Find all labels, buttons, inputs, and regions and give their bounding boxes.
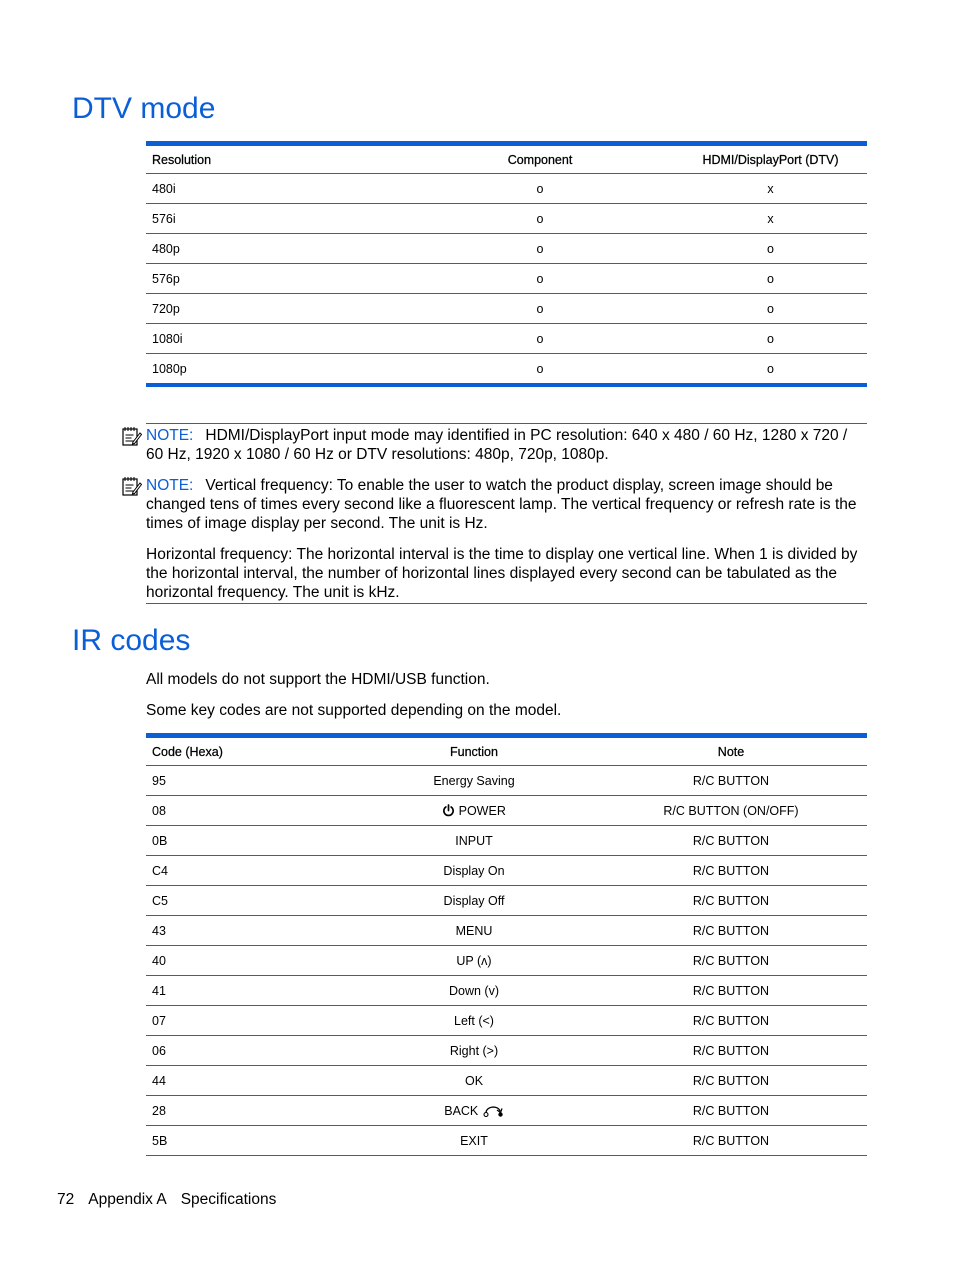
function-cell: Display Off	[353, 886, 595, 916]
column-header-hdmi-displayport: HDMI/DisplayPort (DTV)	[674, 144, 867, 174]
column-header-function: Function	[353, 736, 595, 766]
function-cell	[353, 1096, 595, 1126]
hdmi-cell: x	[674, 204, 867, 234]
function-cell: INPUT	[353, 826, 595, 856]
code-cell: 07	[146, 1006, 353, 1036]
table-row	[146, 324, 867, 354]
table-row	[146, 766, 867, 796]
table-row	[146, 796, 867, 826]
page-footer	[57, 1191, 290, 1209]
table-row	[146, 916, 867, 946]
note-cell: R/C BUTTON	[595, 1126, 867, 1156]
table-row	[146, 976, 867, 1006]
dtv-mode-table	[146, 141, 867, 387]
column-header-resolution: Resolution	[146, 144, 406, 174]
code-cell: 40	[146, 946, 353, 976]
function-cell: EXIT	[353, 1126, 595, 1156]
component-cell: o	[406, 354, 674, 386]
function-cell	[353, 796, 595, 826]
ir-codes-heading: IR codes	[72, 624, 191, 657]
table-row	[146, 264, 867, 294]
code-cell: 41	[146, 976, 353, 1006]
note-label: NOTE:	[146, 477, 194, 494]
note-cell: R/C BUTTON	[595, 1066, 867, 1096]
hdmi-cell: o	[674, 354, 867, 386]
hdmi-cell: o	[674, 264, 867, 294]
note-cell: R/C BUTTON	[595, 946, 867, 976]
table-row	[146, 354, 867, 386]
note-pc-resolution	[146, 426, 867, 464]
function-label: POWER	[458, 803, 506, 818]
note-text: HDMI/DisplayPort input mode may identified in PC resolution: 640 x 480 / 60 Hz, 1280 x 720 / 60 Hz, 1920 x 1080 / 60 Hz or DTV resolutions: 480p, 720p, 1080p.	[146, 427, 848, 463]
code-cell: 43	[146, 916, 353, 946]
table-row	[146, 204, 867, 234]
table-row	[146, 826, 867, 856]
function-cell: OK	[353, 1066, 595, 1096]
table-row	[146, 174, 867, 204]
table-row	[146, 1006, 867, 1036]
code-cell: 28	[146, 1096, 353, 1126]
note-cell: R/C BUTTON	[595, 916, 867, 946]
ir-codes-table	[146, 733, 867, 1156]
table-row	[146, 1066, 867, 1096]
note-cell: R/C BUTTON	[595, 976, 867, 1006]
note-horizontal-frequency: Horizontal frequency: The horizontal interval is the time to display one vertical line. When 1 is divided by the horizontal interval, the number of horizontal lines displayed every second can be tabulated as the horizontal frequency. The unit is kHz.	[146, 546, 858, 601]
code-cell: C5	[146, 886, 353, 916]
code-cell: 0B	[146, 826, 353, 856]
function-cell: Down (v)	[353, 976, 595, 1006]
component-cell: o	[406, 264, 674, 294]
column-header-component: Component	[406, 144, 674, 174]
code-cell: 08	[146, 796, 353, 826]
resolution-cell: 1080p	[146, 354, 406, 386]
table-row	[146, 1126, 867, 1156]
note-cell: R/C BUTTON	[595, 886, 867, 916]
resolution-cell: 720p	[146, 294, 406, 324]
table-row	[146, 856, 867, 886]
table-row	[146, 294, 867, 324]
table-row	[146, 1096, 867, 1126]
resolution-cell: 480p	[146, 234, 406, 264]
resolution-cell: 576p	[146, 264, 406, 294]
table-header-row	[146, 144, 867, 174]
note-cell: R/C BUTTON	[595, 1096, 867, 1126]
note-cell: R/C BUTTON	[595, 766, 867, 796]
ir-support-text: Some key codes are not supported depending on the model.	[146, 702, 562, 719]
note-cell: R/C BUTTON	[595, 826, 867, 856]
note-icon	[120, 425, 142, 447]
column-header-code: Code (Hexa)	[146, 736, 353, 766]
component-cell: o	[406, 324, 674, 354]
hdmi-cell: x	[674, 174, 867, 204]
resolution-cell: 576i	[146, 204, 406, 234]
dtv-mode-heading: DTV mode	[72, 92, 216, 125]
note-cell: R/C BUTTON (ON/OFF)	[595, 796, 867, 826]
component-cell: o	[406, 234, 674, 264]
component-cell: o	[406, 174, 674, 204]
table-header-row	[146, 736, 867, 766]
code-cell: 5B	[146, 1126, 353, 1156]
note-label: NOTE:	[146, 427, 194, 444]
function-cell: MENU	[353, 916, 595, 946]
note-cell: R/C BUTTON	[595, 1006, 867, 1036]
note-divider-bottom	[146, 603, 867, 604]
resolution-cell: 1080i	[146, 324, 406, 354]
table-row	[146, 1036, 867, 1066]
resolution-cell: 480i	[146, 174, 406, 204]
hdmi-cell: o	[674, 324, 867, 354]
code-cell: 06	[146, 1036, 353, 1066]
component-cell: o	[406, 204, 674, 234]
back-icon	[482, 1103, 504, 1117]
note-icon	[120, 475, 142, 497]
note-vertical-frequency	[146, 476, 867, 533]
table-row	[146, 886, 867, 916]
power-icon	[442, 804, 455, 817]
function-cell: Right (>)	[353, 1036, 595, 1066]
note-cell: R/C BUTTON	[595, 1036, 867, 1066]
function-cell: Left (<)	[353, 1006, 595, 1036]
footer-chapter: Specifications	[180, 1191, 277, 1208]
note-cell: R/C BUTTON	[595, 856, 867, 886]
note-text: Vertical frequency: To enable the user to watch the product display, screen image should be changed tens of times every second like a fluorescent lamp. The vertical frequency or refresh rate is the times of image display per second. The unit is Hz.	[146, 477, 857, 532]
function-label: BACK	[444, 1104, 479, 1118]
function-cell: UP (ʌ)	[353, 946, 595, 976]
function-cell: Display On	[353, 856, 595, 886]
code-cell: 95	[146, 766, 353, 796]
page-number: 72	[57, 1191, 75, 1208]
table-row	[146, 234, 867, 264]
code-cell: C4	[146, 856, 353, 886]
table-row	[146, 946, 867, 976]
component-cell: o	[406, 294, 674, 324]
ir-intro-text: All models do not support the HDMI/USB function.	[146, 671, 490, 688]
note-divider-top	[146, 423, 867, 424]
code-cell: 44	[146, 1066, 353, 1096]
column-header-note: Note	[595, 736, 867, 766]
hdmi-cell: o	[674, 234, 867, 264]
function-cell: Energy Saving	[353, 766, 595, 796]
hdmi-cell: o	[674, 294, 867, 324]
footer-section: Appendix A	[88, 1191, 167, 1208]
